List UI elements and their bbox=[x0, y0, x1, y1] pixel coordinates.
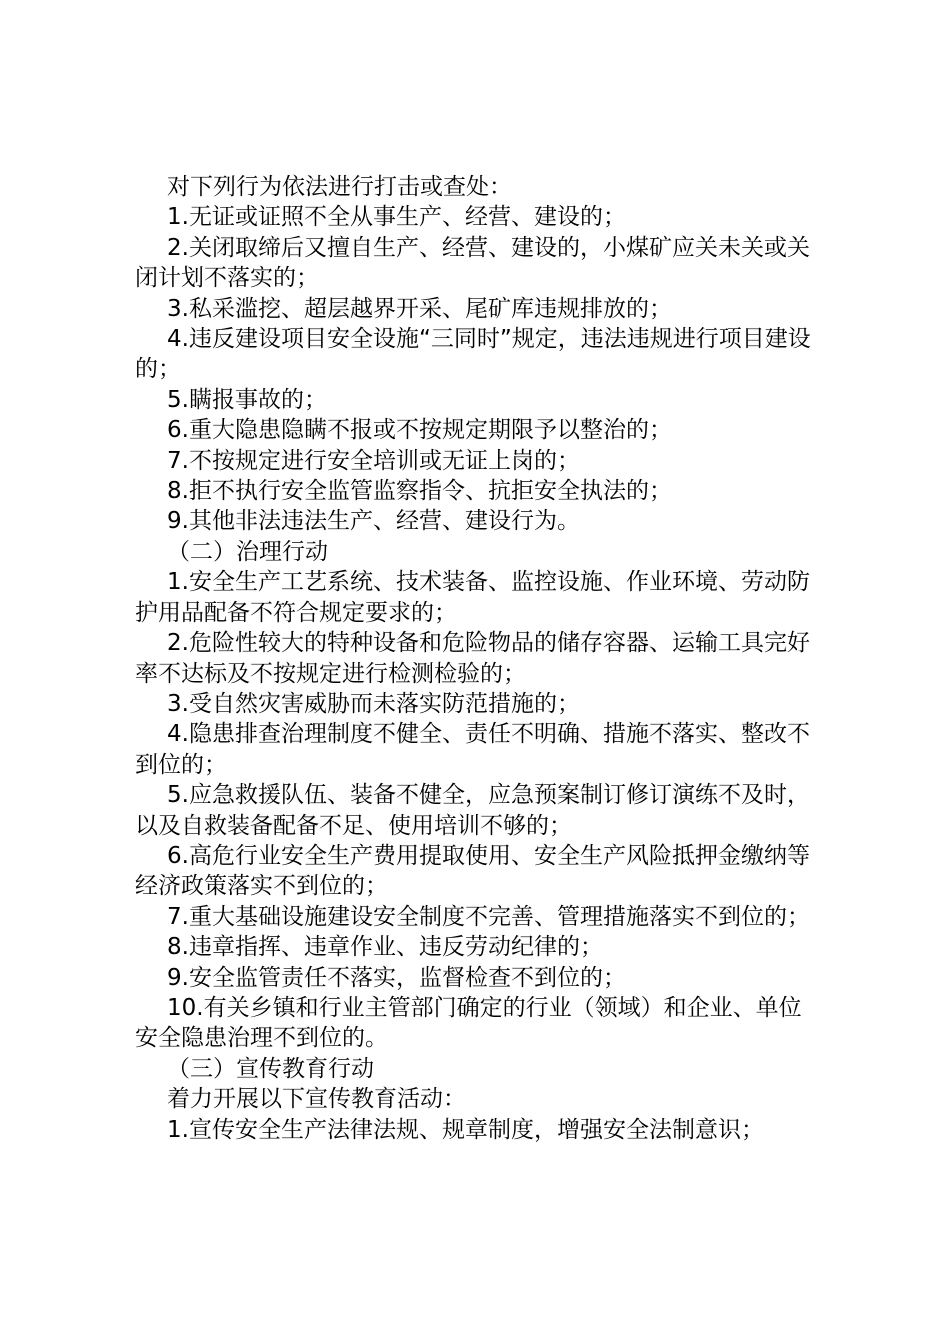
paragraph-item-9: 9.其他非法违法生产、经营、建设行为。 bbox=[167, 508, 580, 535]
paragraph-item-4: 4.违反建设项目安全设施“三同时”规定，违法违规进行项目建设的； bbox=[135, 326, 811, 383]
paragraph-governance-5: 5.应急救援队伍、装备不健全，应急预案制订修订演练不及时，以及自救装备配备不足、使用培训不够的； bbox=[135, 782, 810, 839]
paragraph-governance-4: 4.隐患排查治理制度不健全、责任不明确、措施不落实、整改不到位的； bbox=[135, 721, 810, 778]
paragraph-publicity-intro: 着力开展以下宣传教育活动： bbox=[167, 1086, 466, 1113]
paragraph-governance-8: 8.违章指挥、违章作业、违反劳动纪律的； bbox=[167, 934, 603, 961]
paragraph-item-6: 6.重大隐患隐瞒不报或不按规定期限予以整治的； bbox=[167, 417, 672, 444]
paragraph-governance-6: 6.高危行业安全生产费用提取使用、安全生产风险抵押金缴纳等经济政策落实不到位的； bbox=[135, 842, 810, 900]
paragraph-item-2: 2.关闭取缔后又擅自生产、经营、建设的，小煤矿应关未关或关闭计划不落实的； bbox=[135, 234, 810, 292]
paragraph-item-3: 3.私采滥挖、超层越界开采、尾矿库违规排放的； bbox=[167, 295, 672, 322]
section-heading-publicity: （三）宣传教育行动 bbox=[167, 1055, 374, 1082]
paragraph-item-5: 5.瞒报事故的； bbox=[167, 386, 327, 413]
paragraph-governance-2: 2.危险性较大的特种设备和危险物品的储存容器、运输工具完好率不达标及不按规定进行检测检验的； bbox=[135, 630, 810, 687]
paragraph-item-7: 7.不按规定进行安全培训或无证上岗的； bbox=[167, 447, 580, 474]
document-body bbox=[135, 172, 815, 1145]
paragraph-item-8: 8.拒不执行安全监管监察指令、抗拒安全执法的； bbox=[167, 478, 672, 505]
paragraph-governance-10: 10.有关乡镇和行业主管部门确定的行业（领域）和企业、单位安全隐患治理不到位的。 bbox=[135, 994, 802, 1052]
paragraph-governance-1: 1.安全生产工艺系统、技术装备、监控设施、作业环境、劳动防护用品配备不符合规定要求的； bbox=[135, 569, 810, 626]
paragraph-governance-3: 3.受自然灾害威胁而未落实防范措施的； bbox=[167, 690, 580, 717]
paragraph-intro: 对下列行为依法进行打击或查处： bbox=[167, 174, 512, 200]
paragraph-governance-9: 9.安全监管责任不落实，监督检查不到位的； bbox=[167, 964, 626, 991]
section-heading-governance: （二）治理行动 bbox=[167, 538, 328, 565]
paragraph-governance-7: 7.重大基础设施建设安全制度不完善、管理措施落实不到位的； bbox=[167, 903, 810, 930]
paragraph-publicity-1: 1.宣传安全生产法律法规、规章制度，增强安全法制意识； bbox=[167, 1116, 764, 1143]
paragraph-item-1: 1.无证或证照不全从事生产、经营、建设的； bbox=[167, 204, 626, 231]
